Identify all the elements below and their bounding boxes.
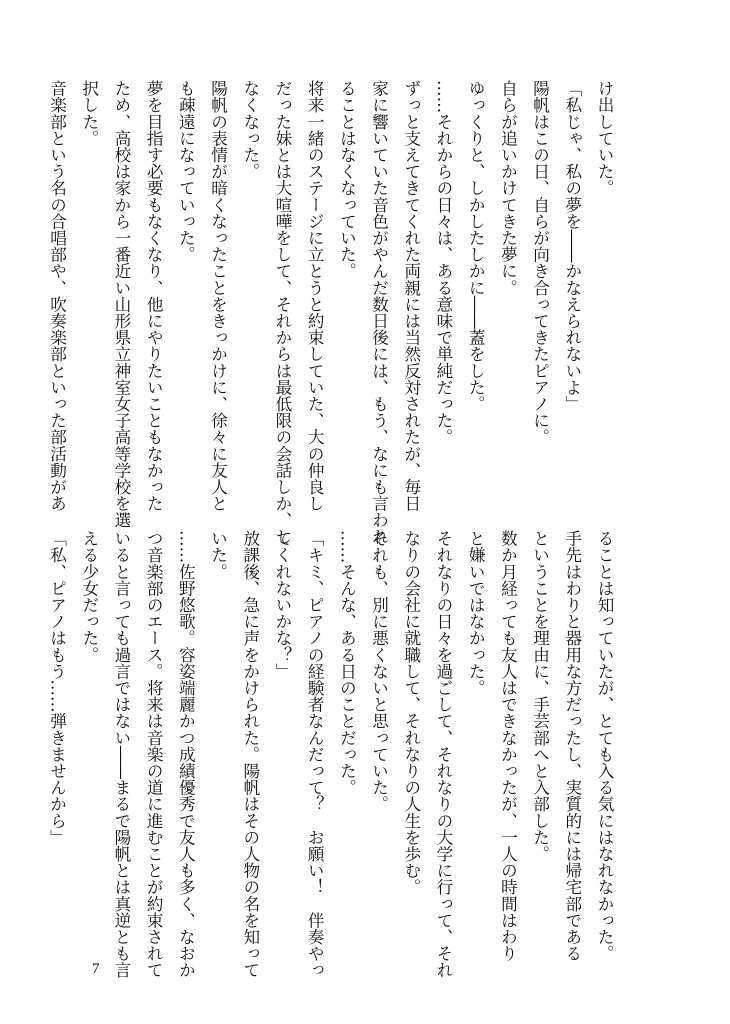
text-line: 手先はわりと器用な方だったし、実質的には帰宅部である (562, 530, 582, 962)
text-line: 将来一緒のステージに立とうと約束していた、大の仲良し (305, 80, 325, 512)
text-line: ることはなくなっていた。 (337, 80, 357, 280)
text-line: なくなった。 (240, 80, 260, 180)
text-line: ……そんな、ある日のことだった。 (337, 530, 357, 796)
text-line: 音楽部という名の合唱部や、吹奏楽部といった部活動があ (47, 80, 67, 512)
text-line: いると言っても過言ではない――まるで陽帆とは真逆とも言 (111, 530, 131, 979)
text-line: 陽帆はこの日、自らが向き合ってきたピアノに。 (530, 80, 550, 446)
upper-text-block (40, 80, 620, 545)
text-line: ……佐野悠歌。容姿端麗かつ成績優秀で友人も多く、なおか (176, 530, 196, 979)
lower-text-block (40, 530, 620, 979)
text-line: える少女だった。 (79, 530, 99, 663)
text-line: 「私じゃ、私の夢を――かなえられないよ」 (562, 80, 582, 412)
text-line: ることは知っていたが、とても入る気にはなれなかった。 (595, 530, 614, 962)
text-line: 「私、ピアノはもう……弾きませんから」 (47, 530, 67, 846)
text-line: 家に響いていた音色がやんだ数日後には、もう、なにも言われ (369, 80, 389, 545)
page-number: 7 (92, 961, 100, 977)
text-line: それなりの日々を過ごして、それなりの大学に行って、それ (433, 530, 453, 979)
text-line: だった妹とは大喧嘩をして、それからは最低限の会話しか、し (272, 80, 292, 545)
text-line: つ音楽部のエース。将来は音楽の道に進むことが約束されて (144, 530, 164, 979)
text-line: いた。 (208, 530, 228, 580)
text-line: け出していた。 (595, 80, 614, 197)
text-line: ゆっくりと、しかしたしかに――蓋をした。 (466, 80, 486, 412)
text-line: も疎遠になっていった。 (176, 80, 196, 263)
text-line: ということを理由に、手芸部へと入部した。 (530, 530, 550, 862)
text-line: 放課後、急に声をかけられた。陽帆はその人物の名を知って (240, 530, 260, 979)
text-line: と嫌いではなかった。 (466, 530, 486, 696)
text-line: なりの会社に就職して、それなりの人生を歩む。 (401, 530, 421, 896)
text-line: 陽帆の表情が暗くなったことをきっかけに、徐々に友人と (208, 80, 228, 512)
text-line: ……それからの日々は、ある意味で単純だった。 (433, 80, 453, 446)
text-line: 「キミ、ピアノの経験者なんだって？ お願い！ 伴奏やっ (305, 530, 325, 979)
text-line: それも、別に悪くないと思っていた。 (369, 530, 389, 813)
text-line: 夢を目指す必要もなくなり、他にやりたいこともなかった (144, 80, 164, 512)
text-line: ずっと支えてきてくれた両親には当然反対されたが、毎日 (401, 80, 421, 512)
text-line: てくれないかな？」 (272, 530, 292, 680)
text-line: 自らが追いかけてきた夢に。 (498, 80, 518, 296)
text-line: ため、高校は家から一番近い山形県立神室女子高等学校を選 (111, 80, 131, 529)
text-line: 数か月経っても友人はできなかったが、一人の時間はわり (498, 530, 518, 962)
text-line: 択した。 (79, 80, 99, 147)
